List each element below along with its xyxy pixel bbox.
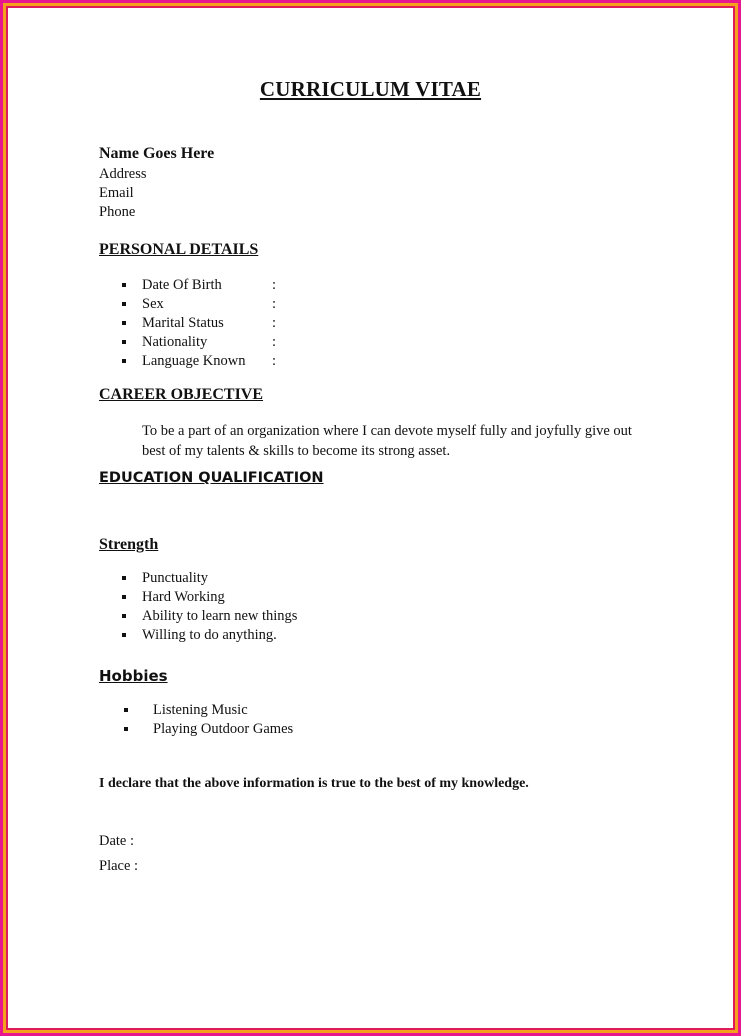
field-separator: : (272, 353, 277, 369)
candidate-name: Name Goes Here (99, 145, 215, 162)
bullet-icon (122, 283, 126, 287)
hobby-item: Playing Outdoor Games (153, 721, 294, 737)
bullet-icon (122, 359, 126, 363)
personal-field-sex: Sex (142, 296, 164, 312)
career-objective-heading: CAREER OBJECTIVE (99, 386, 264, 403)
strength-item: Ability to learn new things (142, 608, 298, 624)
field-separator: : (272, 315, 277, 331)
contact-phone: Phone (99, 204, 136, 220)
place-label: Place : (99, 858, 139, 874)
bullet-icon (122, 321, 126, 325)
bullet-icon (122, 576, 126, 580)
strength-item: Willing to do anything. (142, 627, 277, 643)
bullet-icon (122, 302, 126, 306)
field-separator: : (272, 296, 277, 312)
personal-details-heading: PERSONAL DETAILS (99, 241, 259, 258)
strength-item: Punctuality (142, 570, 209, 586)
strength-heading: Strength (99, 536, 159, 553)
document-title: CURRICULUM VITAE (259, 77, 482, 101)
personal-field-dob: Date Of Birth (142, 277, 222, 293)
education-heading: EDUCATION QUALIFICATION (99, 470, 324, 486)
bullet-icon (122, 595, 126, 599)
hobby-item: Listening Music (153, 702, 248, 718)
bullet-icon (122, 614, 126, 618)
bullet-icon (122, 633, 126, 637)
bullet-icon (124, 708, 128, 712)
hobbies-heading: Hobbies (99, 667, 168, 685)
personal-field-marital-status: Marital Status (142, 315, 224, 331)
date-label: Date : (99, 833, 135, 849)
contact-email: Email (99, 185, 134, 201)
bullet-icon (124, 727, 128, 731)
field-separator: : (272, 277, 277, 293)
bullet-icon (122, 340, 126, 344)
personal-field-nationality: Nationality (142, 334, 208, 350)
field-separator: : (272, 334, 277, 350)
personal-field-language: Language Known (142, 353, 246, 369)
career-objective-text: To be a part of an organization where I can devote myself fully and joyfully give out best of my talents & skills to become its strong asset. (142, 423, 632, 459)
declaration-text: I declare that the above information is true to the best of my knowledge. (99, 776, 529, 791)
contact-address: Address (99, 166, 147, 182)
strength-item: Hard Working (142, 589, 225, 605)
